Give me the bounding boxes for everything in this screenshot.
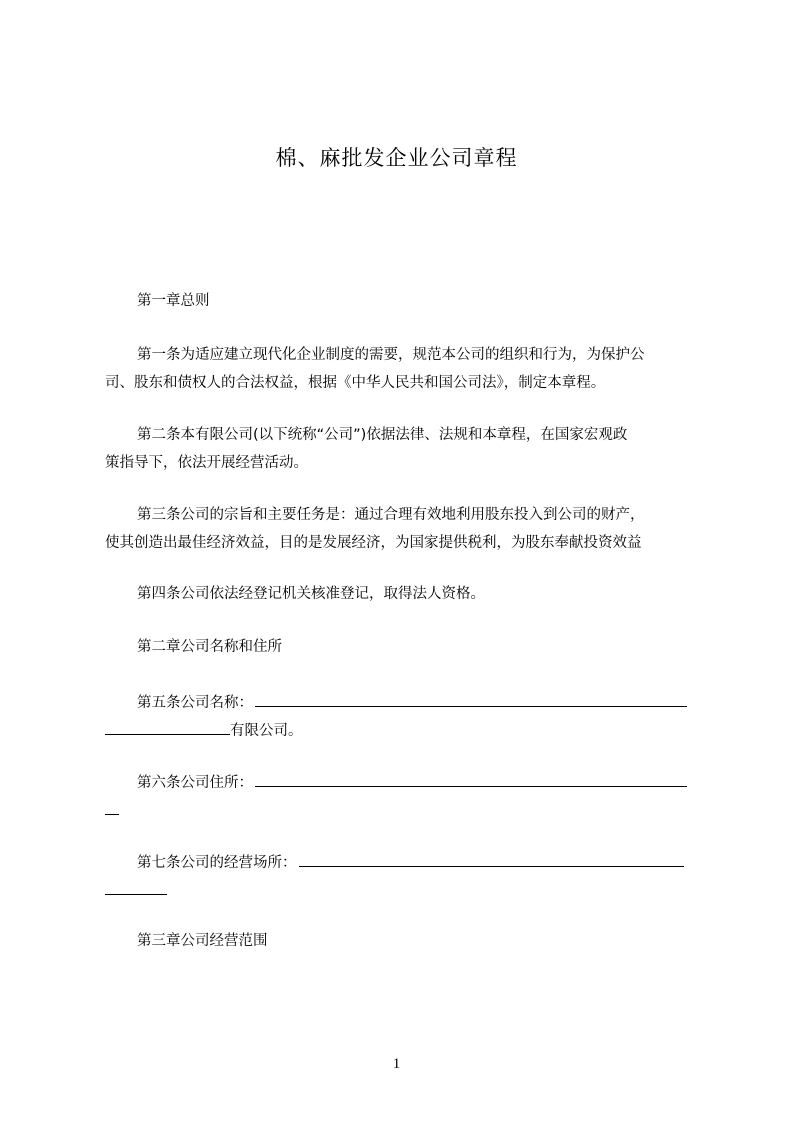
document-title: 棉、麻批发企业公司章程: [275, 146, 518, 170]
article-7-label: 第七条公司的经营场所：: [137, 855, 297, 871]
chapter-2-heading: 第二章公司名称和住所: [137, 639, 282, 655]
article-7-line-1: [137, 852, 737, 872]
article-3-line-1: 第三条公司的宗旨和主要任务是：通过合理有效地利用股东投入到公司的财产，: [137, 507, 645, 523]
article-6-label: 第六条公司住所：: [137, 775, 253, 791]
article-6-line-1: [137, 772, 737, 792]
chapter-3-heading: 第三章公司经营范围: [137, 933, 268, 949]
article-2-line-2: 策指导下，依法开展经营活动。: [105, 455, 308, 471]
article-5-line-1: [137, 692, 737, 712]
business-premises-blank-2: [105, 880, 167, 895]
company-name-blank-1: [255, 692, 687, 707]
article-2-line-1: 第二条本有限公司(以下统称“公司”)依据法律、法规和本章程，在国家宏观政: [137, 427, 628, 443]
chapter-1-heading: 第一章总则: [137, 293, 210, 309]
company-address-blank-2: [105, 800, 119, 815]
business-premises-blank-1: [299, 852, 684, 867]
article-6-line-2: [105, 800, 705, 820]
article-1-line-2: 司、股东和债权人的合法权益，根据《中华人民共和国公司法》，制定本章程。: [105, 375, 606, 391]
article-5-suffix: 有限公司。: [230, 723, 303, 739]
article-3-line-2: 使其创造出最佳经济效益，目的是发展经济，为国家提供税利，为股东奉献投资效益: [105, 535, 642, 551]
article-5-label: 第五条公司名称：: [137, 695, 253, 711]
company-address-blank-1: [255, 772, 687, 787]
article-4: 第四条公司依法经登记机关核准登记，取得法人资格。: [137, 586, 485, 602]
article-5-line-2: [105, 720, 705, 740]
page-number: 1: [392, 1056, 401, 1072]
company-name-blank-2: [105, 720, 230, 735]
article-7-line-2: [105, 880, 705, 900]
article-1-line-1: 第一条为适应建立现代化企业制度的需要，规范本公司的组织和行为，为保护公: [137, 347, 645, 363]
